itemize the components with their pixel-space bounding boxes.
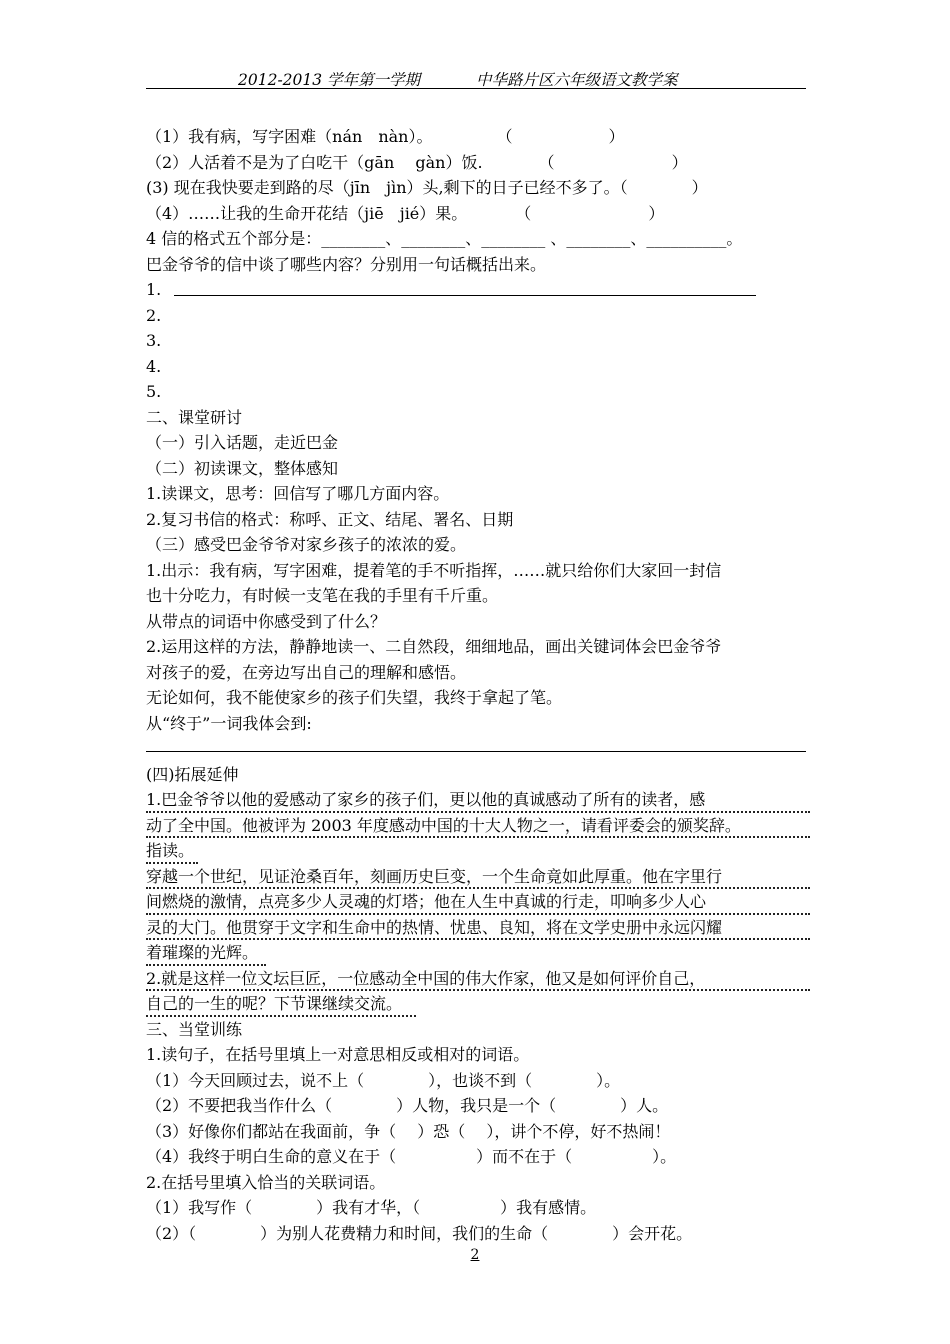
dotted-text-line: 穿越一个世纪，见证沧桑百年，刻画历史巨变，一个生命竟如此厚重。他在字里行 — [146, 864, 810, 890]
text-line: 从“终于”一词我体会到: — [146, 713, 312, 733]
dotted-text-line: 着璀璨的光辉。 — [146, 940, 266, 966]
text-line: 1.读课文，思考：回信写了哪几方面内容。 — [146, 484, 450, 503]
text-line: 也十分吃力，有时候一支笔在我的手里有千斤重。 — [146, 586, 499, 605]
subsection-heading: (四)拓展延伸 — [146, 764, 239, 784]
answer-line-2: 2. — [146, 305, 162, 325]
question-line: （1）我有病，写字困难（nán nàn）。 （ ） — [146, 127, 625, 146]
content-question: 巴金爷爷的信中谈了哪些内容？分别用一句话概括出来。 — [146, 254, 547, 274]
exercise-line: （4）我终于明白生命的意义在于（ ）而不在于（ ）。 — [146, 1147, 677, 1166]
letter-format-question: 4 信的格式五个部分是：________、________、________ 、________、__________。 — [146, 229, 743, 248]
text-line: 1.出示：我有病，写字困难，提着笔的手不听指挥，……就只给你们大家回一封信 — [146, 560, 722, 580]
dotted-text-line: 灵的大门。他贯穿于文字和生命中的热情、忧患、良知，将在文学史册中永远闪耀 — [146, 915, 810, 941]
exercise-line: （2）（ ）为别人花费精力和时间，我们的生命（ ）会开花。 — [146, 1223, 693, 1243]
dotted-text-line: 动了全中国。他被评为 2003 年度感动中国的十大人物之一，请看评委会的颁奖辞。 — [146, 813, 810, 839]
subsection-heading: （三）感受巴金爷爷对家乡孩子的浓浓的爱。 — [146, 535, 467, 554]
dotted-text-line: 指读。 — [146, 838, 198, 864]
dotted-text-line: 自己的一生的呢？下节课继续交流。 — [146, 991, 416, 1017]
question-line: (3) 现在我快要走到路的尽（jīn jìn）头,剩下的日子已经不多了。（ ） — [146, 178, 708, 197]
dotted-text-line: 1.巴金爷爷以他的爱感动了家乡的孩子们，更以他的真诚感动了所有的读者，感 — [146, 787, 810, 813]
header-school: 中华路片区六年级语文教学案 — [476, 71, 678, 89]
text-line: 2.运用这样的方法，静静地读一、二自然段，细细地品，画出关键词体会巴金爷爷 — [146, 637, 722, 656]
answer-line-5: 5. — [146, 382, 162, 401]
header-term: 2012-2013 学年第一学期 — [238, 71, 421, 89]
section-heading: 二、课堂研讨 — [146, 407, 243, 427]
text-line: 无论如何，我不能使家乡的孩子们失望，我终于拿起了笔。 — [146, 688, 563, 707]
exercise-line: （1）我写作（ ）我有才华，（ ）我有感情。 — [146, 1198, 597, 1217]
answer-underline — [174, 295, 756, 296]
dotted-text-line: 2.就是这样一位文坛巨匠，一位感动全中国的伟大作家，他又是如何评价自己， — [146, 966, 810, 992]
exercise-line: （1）今天回顾过去，说不上（ ），也谈不到（ ）。 — [146, 1070, 621, 1090]
answer-line-4: 4. — [146, 356, 162, 376]
document-body — [146, 124, 810, 1246]
section-heading: 三、当堂训练 — [146, 1019, 243, 1039]
page-header — [146, 66, 806, 89]
answer-line-3: 3. — [146, 331, 162, 350]
dotted-text-line: 间燃烧的激情，点亮多少人灵魂的灯塔；他在人生中真诚的行走，叩响多少人心 — [146, 889, 810, 915]
text-line: 从带点的词语中你感受到了什么？ — [146, 611, 387, 631]
answer-line-1: 1. — [146, 277, 810, 303]
answer-underline — [146, 751, 806, 752]
exercise-line: （2）不要把我当作什么（ ）人物，我只是一个（ ）人。 — [146, 1096, 669, 1115]
subsection-heading: （二）初读课文，整体感知 — [146, 458, 339, 478]
text-line: 2.复习书信的格式：称呼、正文、结尾、署名、日期 — [146, 509, 514, 529]
text-line: 对孩子的爱，在旁边写出自己的理解和感悟。 — [146, 662, 467, 682]
subsection-heading: （一）引入话题，走近巴金 — [146, 433, 339, 452]
answer-blank-line — [146, 736, 810, 762]
page-number: 2 — [470, 1247, 480, 1263]
question-line: （4）……让我的生命开花结（jiē jié）果。 （ ） — [146, 203, 665, 223]
exercise-line: （3）好像你们都站在我面前，争（ ）恐（ ），讲个不停，好不热闹！ — [146, 1121, 671, 1141]
text-line: 1.读句子，在括号里填上一对意思相反或相对的词语。 — [146, 1045, 530, 1064]
question-line: （2）人活着不是为了白吃干（gān gàn）饭. （ ） — [146, 152, 688, 172]
text-line: 2.在括号里填入恰当的关联词语。 — [146, 1172, 386, 1192]
